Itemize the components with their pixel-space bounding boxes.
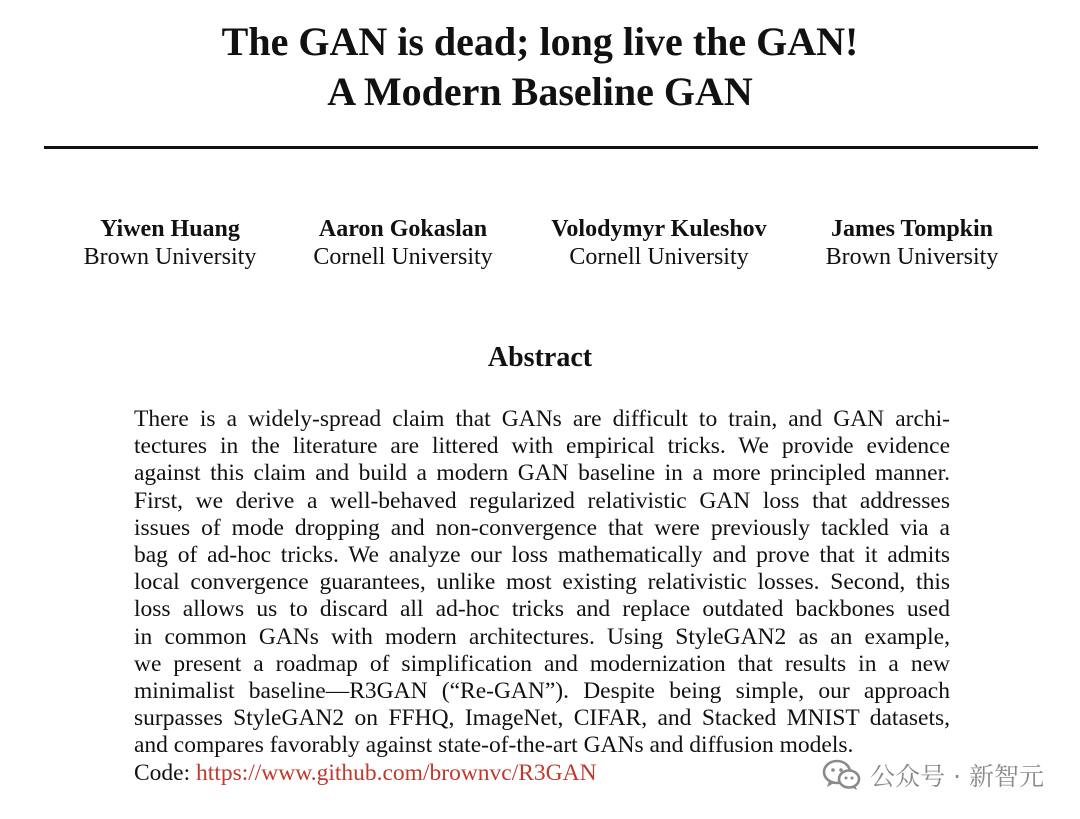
author-list bbox=[0, 215, 1080, 275]
code-label: Code: bbox=[134, 759, 191, 786]
author-name: Volodymyr Kuleshov bbox=[551, 216, 767, 242]
abstract-line: surpasses StyleGAN2 on FFHQ, ImageNet, CIFAR, and Stacked MNIST datasets, bbox=[134, 705, 950, 732]
author-name: James Tompkin bbox=[830, 216, 994, 242]
abstract-line: There is a widely-spread claim that GANs are difficult to train, and GAN archi- bbox=[134, 406, 950, 432]
abstract-line: loss allows us to discard all ad-hoc tricks and replace outdated backbones used bbox=[134, 596, 950, 623]
abstract-line: bag of ad-hoc tricks. We analyze our loss mathematically and prove that it admits bbox=[134, 542, 950, 569]
author-affiliation: Brown University bbox=[83, 244, 257, 270]
abstract-line: and compares favorably against state-of-the-art GANs and diffusion models. bbox=[134, 732, 854, 759]
abstract-line: tectures in the literature are littered with empirical tricks. We provide evidence bbox=[134, 433, 950, 460]
code-link[interactable]: https://www.github.com/brownvc/R3GAN bbox=[196, 759, 597, 786]
author-affiliation: Brown University bbox=[825, 244, 999, 270]
author-block bbox=[84, 215, 257, 271]
abstract-line: minimalist baseline—R3GAN (“Re-GAN”). Despite being simple, our approach bbox=[134, 678, 950, 705]
abstract-line: First, we derive a well-behaved regularized relativistic GAN loss that addresses bbox=[134, 487, 950, 514]
abstract-line: issues of mode dropping and non-convergence that were previously tackled via a bbox=[134, 514, 950, 541]
author-name: Aaron Gokaslan bbox=[318, 216, 488, 242]
abstract-heading: Abstract bbox=[487, 342, 593, 373]
abstract-line: in common GANs with modern architectures. Using StyleGAN2 as an example, bbox=[134, 623, 950, 650]
title-rule bbox=[44, 146, 1038, 149]
abstract-line: local convergence guarantees, unlike most existing relativistic losses. Second, this bbox=[134, 569, 950, 596]
abstract-line: we present a roadmap of simplification and modernization that results in a new bbox=[134, 650, 950, 677]
author-name: Yiwen Huang bbox=[100, 216, 240, 242]
author-block bbox=[826, 215, 999, 271]
author-block bbox=[313, 215, 492, 271]
watermark bbox=[822, 758, 1044, 792]
author-affiliation: Cornell University bbox=[313, 244, 493, 270]
abstract-body bbox=[134, 406, 950, 787]
paper-title-line-1: The GAN is dead; long live the GAN! bbox=[221, 19, 859, 64]
author-block bbox=[551, 215, 766, 271]
paper-title-line-2: A Modern Baseline GAN bbox=[327, 69, 753, 114]
watermark-text: 公众号 · 新智元 bbox=[870, 762, 1044, 791]
wechat-logo-icon bbox=[822, 758, 862, 792]
paper-title bbox=[0, 17, 1080, 117]
abstract-line: against this claim and build a modern GAN baseline in a more principled manner. bbox=[134, 460, 950, 487]
author-affiliation: Cornell University bbox=[569, 244, 749, 270]
